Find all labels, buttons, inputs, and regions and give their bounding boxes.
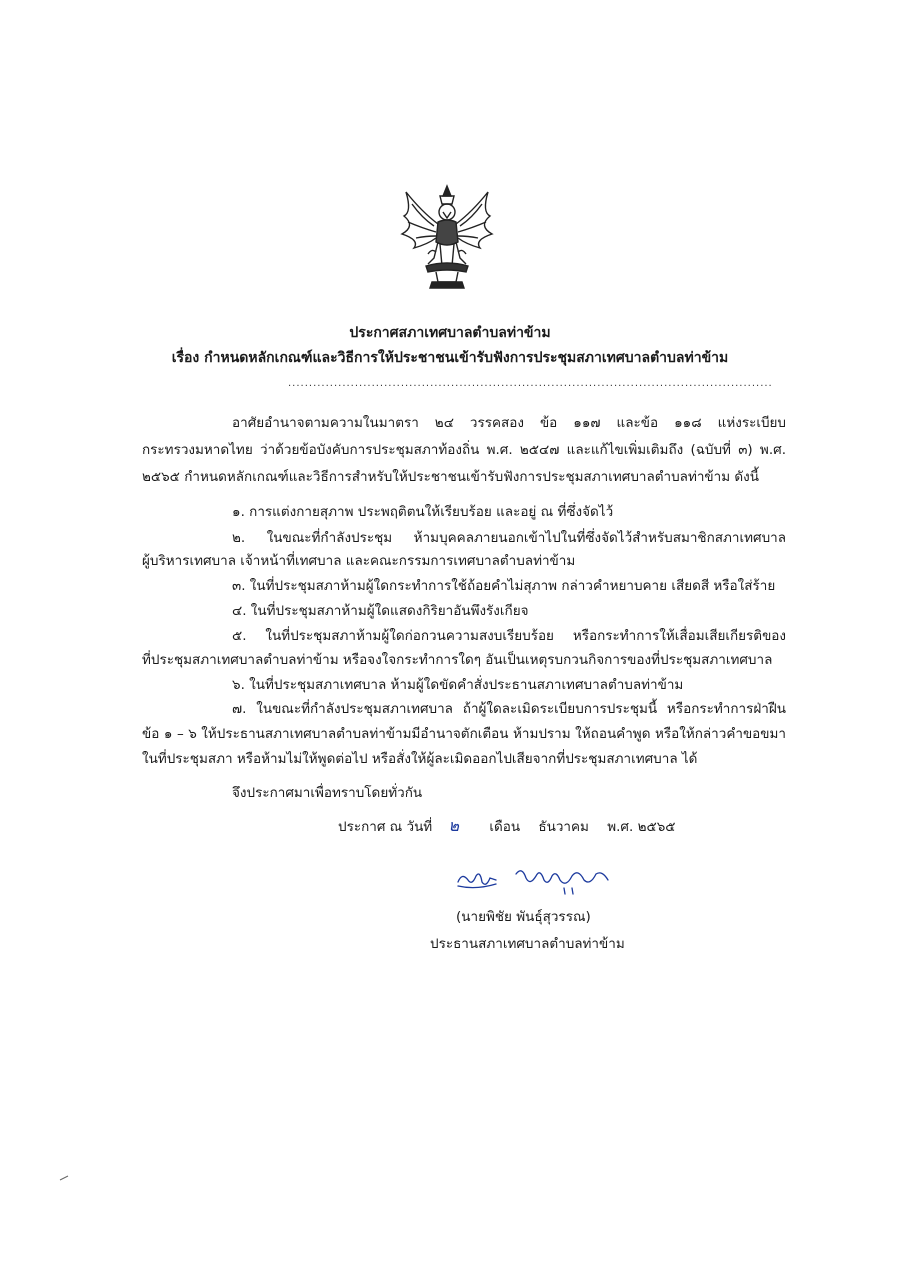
intro-line-2: กระทรวงมหาดไทย ว่าด้วยข้อบังคับการประชุมสภาท้องถิ่น พ.ศ. ๒๕๔๗ และแก้ไขเพิ่มเติมถึง (ฉบับที่ ๓) พ.ศ. [142, 442, 786, 458]
rule-item-3: ๓. ในที่ประชุมสภาห้ามผู้ใดกระทำการใช้ถ้อยคำไม่สุภาพ กล่าวคำหยาบคาย เสียดสี หรือใส่ร้าย [232, 578, 776, 594]
date-prefix: ประกาศ ณ วันที่ [338, 819, 433, 835]
garuda-emblem-icon [392, 182, 502, 292]
date-day-handwritten: ๒ [448, 816, 460, 835]
signatory-position: ประธานสภาเทศบาลตำบลท่าข้าม [430, 936, 625, 952]
rule-item-6: ๖. ในที่ประชุมสภาเทศบาล ห้ามผู้ใดขัดคำสั่งประธานสภาเทศบาลตำบลท่าข้าม [232, 677, 684, 693]
date-month: ธันวาคม [538, 819, 589, 835]
scan-speck [60, 1176, 68, 1180]
announcement-title: ประกาศสภาเทศบาลตำบลท่าข้าม [349, 325, 551, 341]
signatory-name: (นายพิชัย พันธุ์สุวรรณ) [456, 909, 591, 925]
handwritten-signature [452, 862, 622, 898]
date-year: พ.ศ. ๒๕๖๕ [607, 819, 676, 835]
rule-item-7-line-2: ข้อ ๑ – ๖ ให้ประธานสภาเทศบาลตำบลท่าข้ามมีอำนาจตักเตือน ห้ามปราม ให้ถอนคำพูด หรือให้กล่าวคำขอขมา [142, 726, 786, 742]
rule-item-2-line-1: ๒. ในขณะที่กำลังประชุม ห้ามบุคคลภายนอกเข้าไปในที่ซึ่งจัดไว้สำหรับสมาชิกสภาเทศบาล [232, 530, 786, 546]
intro-line-1: อาศัยอำนาจตามความในมาตรา ๒๔ วรรคสอง ข้อ ๑๑๗ และข้อ ๑๑๘ แห่งระเบียบ [232, 415, 786, 431]
announcement-subject: เรื่อง กำหนดหลักเกณฑ์และวิธีการให้ประชาชนเข้ารับฟังการประชุมสภาเทศบาลตำบลท่าข้าม [171, 350, 729, 366]
rule-item-1: ๑. การแต่งกายสุภาพ ประพฤติตนให้เรียบร้อย และอยู่ ณ ที่ซึ่งจัดไว้ [232, 504, 614, 520]
rule-item-5-line-2: ที่ประชุมสภาเทศบาลตำบลท่าข้าม หรือจงใจกระทำการใดๆ อันเป็นเหตุรบกวนกิจการของที่ประชุมสภาเทศบาล [142, 652, 773, 668]
rule-item-4: ๔. ในที่ประชุมสภาห้ามผู้ใดแสดงกิริยาอันพึงรังเกียจ [232, 603, 529, 619]
rule-item-2-line-2: ผู้บริหารเทศบาล เจ้าหน้าที่เทศบาล และคณะกรรมการเทศบาลตำบลท่าข้าม [142, 553, 576, 569]
rule-item-7-line-3: ในที่ประชุมสภา หรือห้ามไม่ให้พูดต่อไป หรือสั่งให้ผู้ละเมิดออกไปเสียจากที่ประชุมสภาเทศบาล ได้ [142, 751, 698, 767]
closing-statement: จึงประกาศมาเพื่อทราบโดยทั่วกัน [232, 785, 423, 801]
rule-item-5-line-1: ๕. ในที่ประชุมสภาห้ามผู้ใดก่อกวนความสงบเรียบร้อย หรือกระทำการให้เสื่อมเสียเกียรติของ [232, 628, 786, 644]
announcement-date [338, 814, 675, 839]
rule-item-7-line-1: ๗. ในขณะที่กำลังประชุมสภาเทศบาล ถ้าผู้ใดละเมิดระเบียบการประชุมนี้ หรือกระทำการฝ่าฝืน [232, 701, 786, 717]
intro-line-3: ๒๕๖๕ กำหนดหลักเกณฑ์และวิธีการสำหรับให้ประชาชนเข้ารับฟังการประชุมสภาเทศบาลตำบลท่าข้าม ดังนี้ [142, 469, 760, 485]
dotted-separator: .................................................................................................................... [288, 378, 773, 389]
date-month-label: เดือน [489, 819, 521, 835]
